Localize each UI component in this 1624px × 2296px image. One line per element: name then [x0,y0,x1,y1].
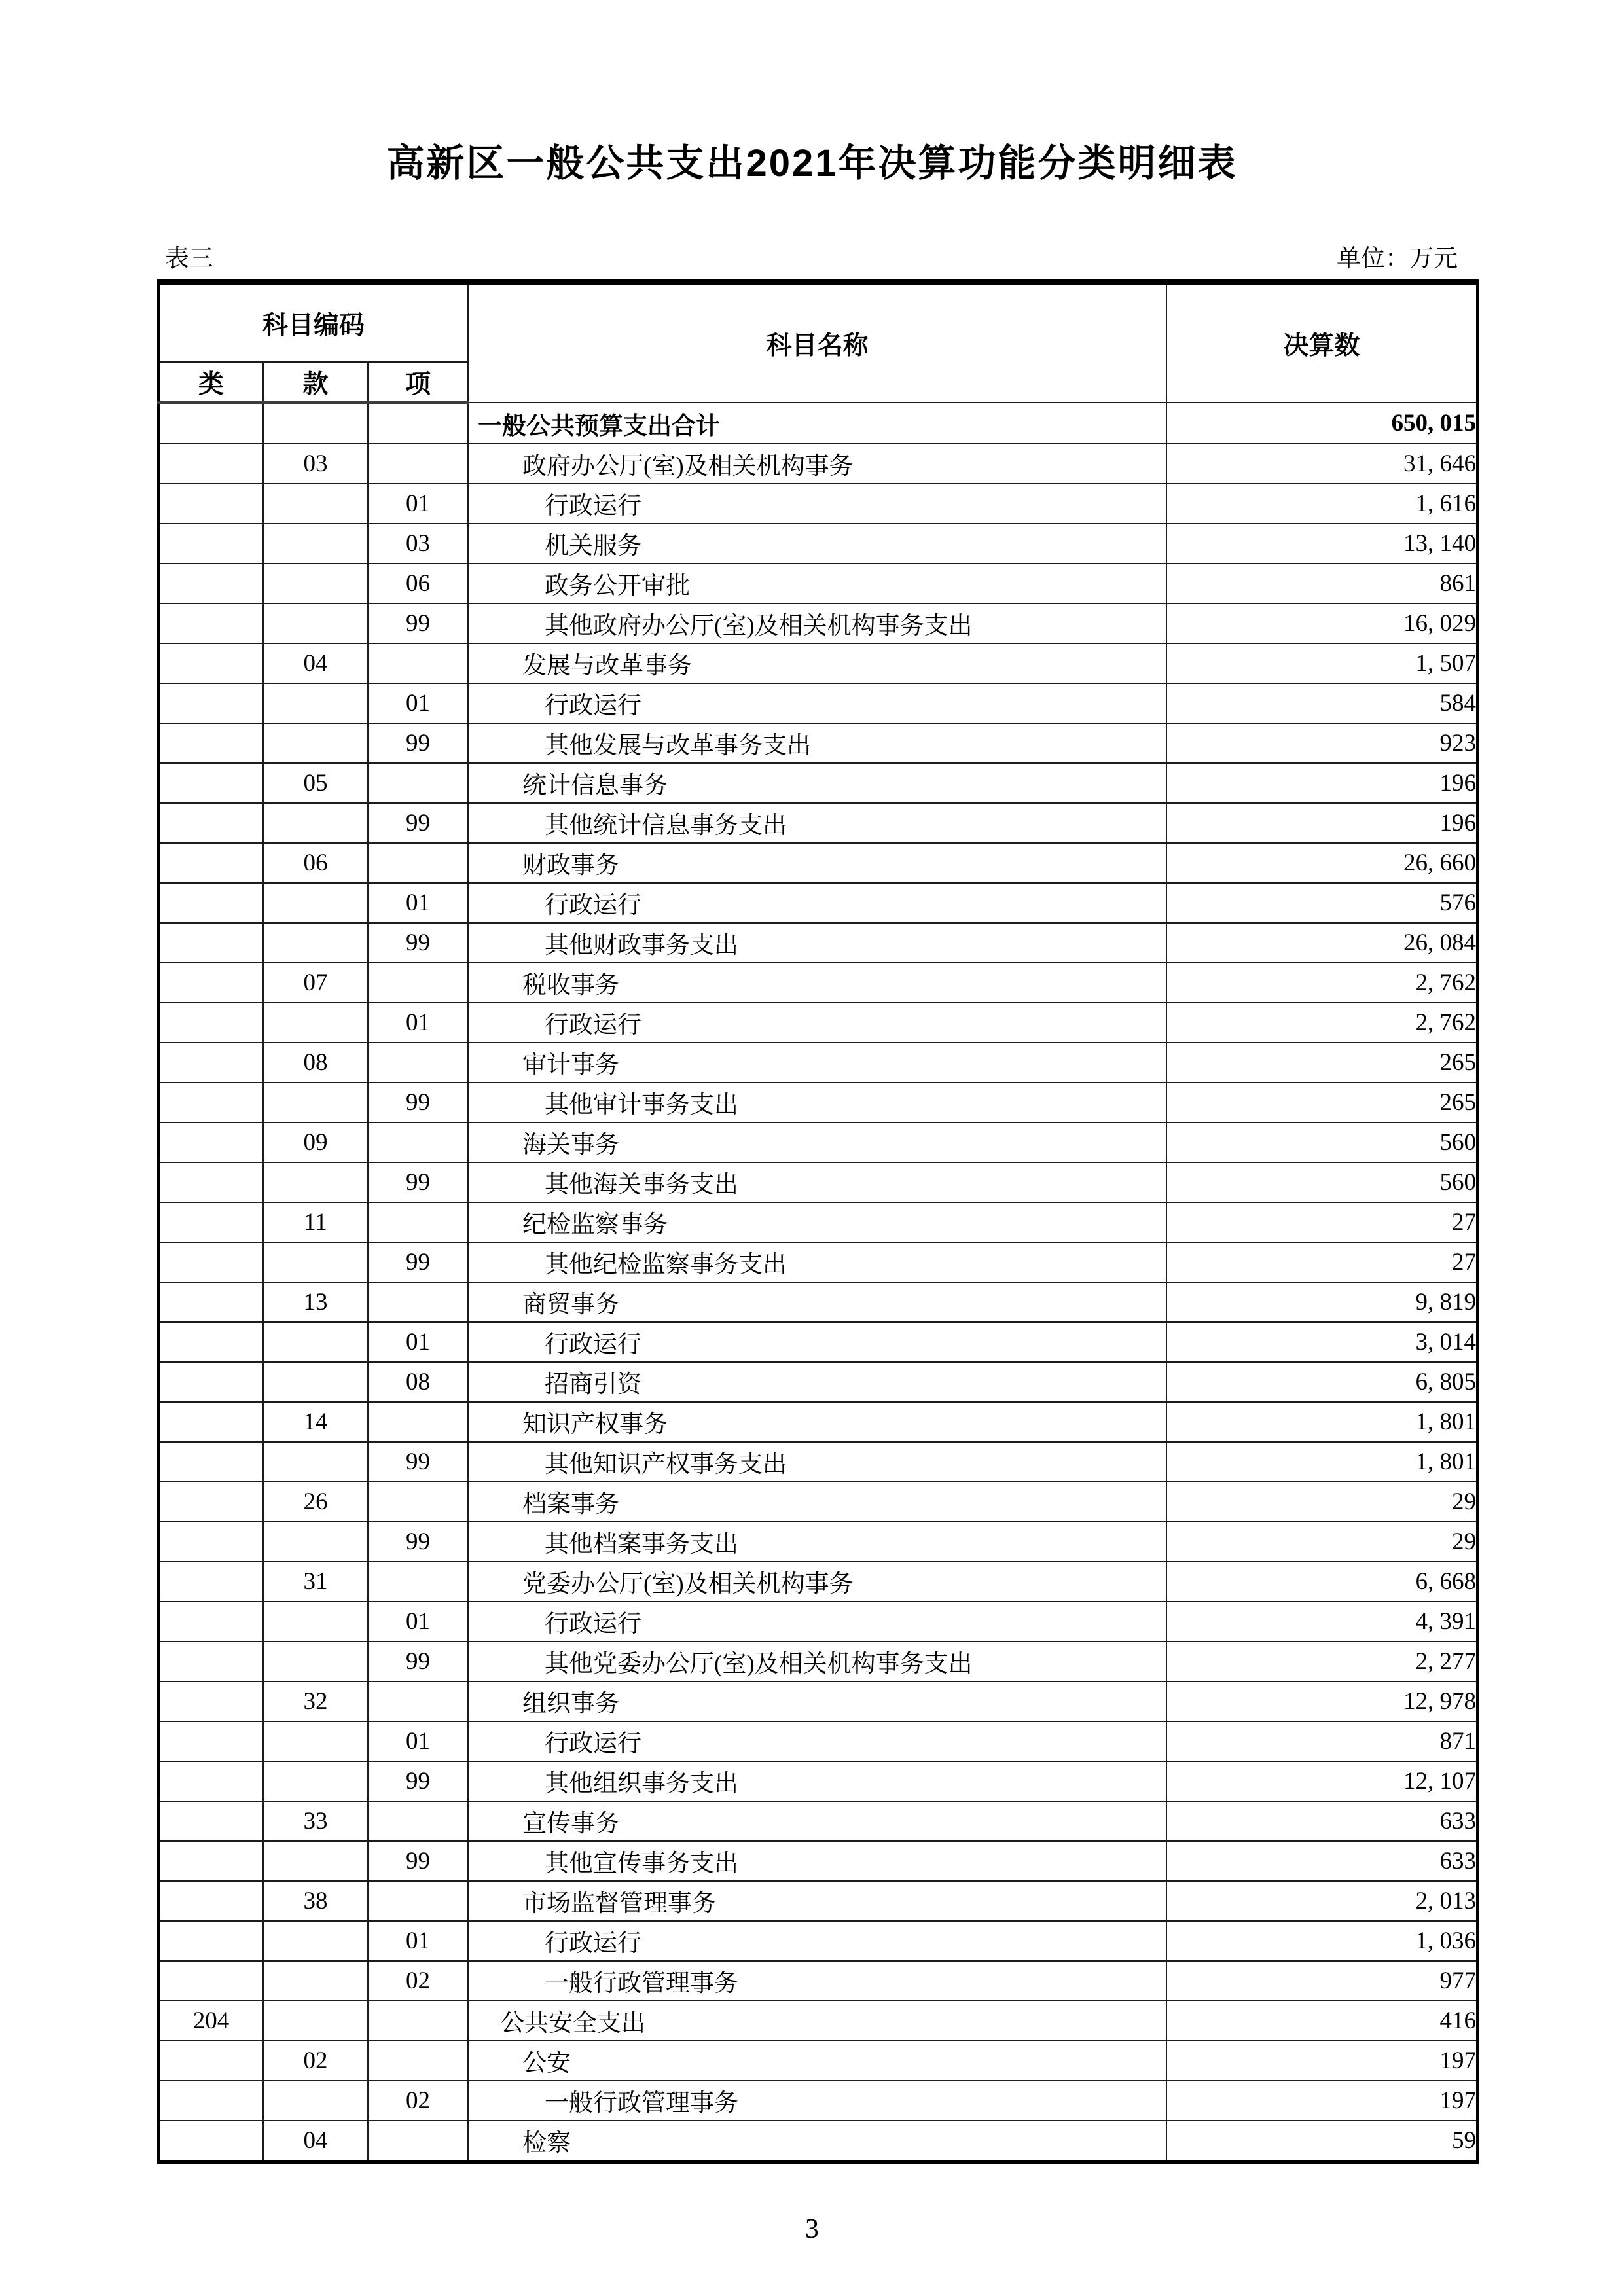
cell-subject-name: 档案事务 [468,1482,1166,1522]
cell-code-section [263,1322,368,1362]
cell-final-amount: 576 [1166,883,1477,923]
cell-code-section [263,524,368,564]
cell-code-section [263,1522,368,1562]
cell-code-section [263,923,368,963]
cell-subject-name: 公共安全支出 [468,2001,1166,2041]
cell-code-class: 204 [158,2001,263,2041]
cell-final-amount: 1, 616 [1166,484,1477,524]
cell-final-amount: 3, 014 [1166,1322,1477,1362]
table-row [158,763,1477,803]
table-row [158,963,1477,1003]
cell-final-amount: 2, 277 [1166,1641,1477,1681]
table-row [158,723,1477,763]
cell-code-class [158,1641,263,1681]
cell-subject-name: 其他财政事务支出 [468,923,1166,963]
table-row [158,1801,1477,1841]
cell-code-class [158,1761,263,1801]
cell-code-class [158,1362,263,1402]
cell-code-item: 01 [368,683,468,723]
cell-final-amount: 197 [1166,2081,1477,2121]
cell-final-amount: 633 [1166,1841,1477,1881]
cell-code-section [263,1961,368,2001]
cell-code-item [368,2041,468,2081]
cell-code-class [158,1003,263,1043]
cell-subject-name: 一般行政管理事务 [468,1961,1166,2001]
cell-code-item [368,444,468,484]
cell-code-section: 13 [263,1282,368,1322]
table-row [158,1562,1477,1602]
cell-code-section: 08 [263,1043,368,1083]
cell-code-item: 02 [368,1961,468,2001]
cell-subject-name: 政府办公厅(室)及相关机构事务 [468,444,1166,484]
cell-subject-name: 发展与改革事务 [468,643,1166,683]
table-row [158,484,1477,524]
table-row [158,843,1477,883]
cell-code-section: 31 [263,1562,368,1602]
cell-final-amount: 861 [1166,564,1477,603]
table-row [158,1761,1477,1801]
cell-subject-name: 一般公共预算支出合计 [468,403,1166,444]
cell-subject-name: 行政运行 [468,484,1166,524]
cell-code-item: 01 [368,1322,468,1362]
cell-code-item: 99 [368,1083,468,1122]
cell-code-section [263,1721,368,1761]
table-row [158,2121,1477,2162]
cell-subject-name: 海关事务 [468,1122,1166,1162]
cell-final-amount: 27 [1166,1202,1477,1242]
cell-subject-name: 组织事务 [468,1681,1166,1721]
cell-code-section [263,2081,368,2121]
cell-subject-name: 其他党委办公厅(室)及相关机构事务支出 [468,1641,1166,1681]
table-row [158,643,1477,683]
cell-final-amount: 13, 140 [1166,524,1477,564]
cell-code-item [368,1043,468,1083]
cell-code-section [263,1362,368,1402]
cell-code-class [158,1801,263,1841]
cell-code-class [158,1841,263,1881]
table-row [158,1322,1477,1362]
cell-final-amount: 16, 029 [1166,603,1477,643]
cell-code-item: 03 [368,524,468,564]
cell-subject-name: 统计信息事务 [468,763,1166,803]
cell-subject-name: 检察 [468,2121,1166,2162]
cell-code-item: 01 [368,1721,468,1761]
table-row [158,2041,1477,2081]
table-row [158,444,1477,484]
cell-final-amount: 2, 762 [1166,963,1477,1003]
cell-code-class [158,2041,263,2081]
table-row [158,1402,1477,1442]
table-header [158,282,1477,403]
cell-code-class [158,1961,263,2001]
cell-subject-name: 行政运行 [468,1721,1166,1761]
cell-final-amount: 27 [1166,1242,1477,1282]
cell-code-class [158,1681,263,1721]
cell-final-amount: 1, 801 [1166,1442,1477,1482]
cell-code-class [158,683,263,723]
cell-final-amount: 1, 801 [1166,1402,1477,1442]
cell-code-section: 11 [263,1202,368,1242]
cell-code-item [368,1482,468,1522]
cell-code-item: 99 [368,923,468,963]
cell-subject-name: 税收事务 [468,963,1166,1003]
cell-final-amount: 12, 107 [1166,1761,1477,1801]
table-row [158,1881,1477,1921]
cell-code-class [158,1522,263,1562]
page-title: 高新区一般公共支出2021年决算功能分类明细表 [386,142,1238,185]
cell-code-section: 04 [263,2121,368,2162]
table-row [158,1242,1477,1282]
header-row-top [158,282,1477,362]
header-final-amount: 决算数 [1166,282,1477,403]
cell-code-item [368,963,468,1003]
cell-subject-name: 机关服务 [468,524,1166,564]
table-row [158,1122,1477,1162]
cell-code-section: 06 [263,843,368,883]
cell-code-item [368,2121,468,2162]
cell-code-section [263,1083,368,1122]
cell-subject-name: 市场监督管理事务 [468,1881,1166,1921]
table-row [158,1083,1477,1122]
cell-final-amount: 584 [1166,683,1477,723]
cell-code-class [158,564,263,603]
cell-code-section: 07 [263,963,368,1003]
cell-code-class [158,1122,263,1162]
cell-code-item: 08 [368,1362,468,1402]
cell-code-section [263,1003,368,1043]
cell-code-class [158,1043,263,1083]
cell-code-class [158,403,263,444]
cell-code-section: 03 [263,444,368,484]
cell-code-class [158,883,263,923]
table-row [158,2001,1477,2041]
cell-code-class [158,1881,263,1921]
cell-code-section [263,1841,368,1881]
cell-final-amount: 560 [1166,1162,1477,1202]
cell-final-amount: 29 [1166,1522,1477,1562]
header-code-class: 类 [158,362,263,403]
cell-code-class [158,1083,263,1122]
cell-final-amount: 12, 978 [1166,1681,1477,1721]
cell-final-amount: 560 [1166,1122,1477,1162]
cell-code-class [158,1602,263,1641]
cell-code-class [158,803,263,843]
cell-code-item [368,1801,468,1841]
cell-code-class [158,763,263,803]
table-label: 表三 [165,245,213,272]
table-row [158,683,1477,723]
page-number: 3 [805,2214,819,2244]
cell-final-amount: 196 [1166,803,1477,843]
cell-final-amount: 4, 391 [1166,1602,1477,1641]
cell-code-item: 99 [368,1242,468,1282]
cell-code-class [158,524,263,564]
cell-code-section [263,1921,368,1961]
cell-code-item: 01 [368,484,468,524]
cell-code-item: 06 [368,564,468,603]
cell-subject-name: 党委办公厅(室)及相关机构事务 [468,1562,1166,1602]
cell-code-section: 33 [263,1801,368,1841]
cell-code-section [263,683,368,723]
cell-final-amount: 977 [1166,1961,1477,2001]
cell-subject-name: 行政运行 [468,683,1166,723]
cell-final-amount: 6, 805 [1166,1362,1477,1402]
cell-code-section [263,1442,368,1482]
cell-final-amount: 197 [1166,2041,1477,2081]
cell-code-section: 38 [263,1881,368,1921]
cell-code-section: 02 [263,2041,368,2081]
cell-code-section [263,883,368,923]
cell-code-item: 01 [368,883,468,923]
table-row [158,1681,1477,1721]
cell-code-item [368,1402,468,1442]
cell-final-amount: 650, 015 [1166,403,1477,444]
cell-code-item: 99 [368,1522,468,1562]
cell-code-section [263,2001,368,2041]
cell-subject-name: 其他宣传事务支出 [468,1841,1166,1881]
cell-code-class [158,723,263,763]
table-row [158,603,1477,643]
cell-final-amount: 26, 084 [1166,923,1477,963]
cell-code-section: 04 [263,643,368,683]
table-row [158,1362,1477,1402]
cell-final-amount: 1, 507 [1166,643,1477,683]
cell-code-class [158,643,263,683]
cell-subject-name: 其他纪检监察事务支出 [468,1242,1166,1282]
table-row [158,1641,1477,1681]
table-row [158,1602,1477,1641]
cell-code-class [158,1402,263,1442]
cell-code-class [158,1562,263,1602]
cell-code-item: 99 [368,1641,468,1681]
cell-code-item [368,403,468,444]
cell-code-item [368,1282,468,1322]
cell-final-amount: 416 [1166,2001,1477,2041]
cell-final-amount: 2, 762 [1166,1003,1477,1043]
cell-code-item: 01 [368,1003,468,1043]
table-row [158,923,1477,963]
cell-final-amount: 26, 660 [1166,843,1477,883]
cell-subject-name: 行政运行 [468,1322,1166,1362]
header-code-item: 项 [368,362,468,403]
cell-code-item: 99 [368,1841,468,1881]
cell-final-amount: 265 [1166,1043,1477,1083]
table-row [158,883,1477,923]
cell-subject-name: 其他审计事务支出 [468,1083,1166,1122]
cell-code-section [263,1242,368,1282]
table-row [158,1442,1477,1482]
header-code-section: 款 [263,362,368,403]
cell-subject-name: 其他组织事务支出 [468,1761,1166,1801]
unit-label: 单位：万元 [1337,245,1458,272]
cell-subject-name: 宣传事务 [468,1801,1166,1841]
cell-subject-name: 一般行政管理事务 [468,2081,1166,2121]
cell-code-item: 99 [368,1442,468,1482]
cell-code-class [158,484,263,524]
table-row [158,1162,1477,1202]
header-subject-name: 科目名称 [468,282,1166,403]
table-body [158,403,1477,2162]
cell-code-class [158,1322,263,1362]
cell-subject-name: 公安 [468,2041,1166,2081]
cell-subject-name: 政务公开审批 [468,564,1166,603]
cell-code-section: 32 [263,1681,368,1721]
cell-code-section [263,1602,368,1641]
cell-code-section: 05 [263,763,368,803]
cell-code-section: 26 [263,1482,368,1522]
cell-code-class [158,2081,263,2121]
cell-code-class [158,923,263,963]
cell-final-amount: 633 [1166,1801,1477,1841]
cell-code-class [158,444,263,484]
cell-subject-name: 行政运行 [468,883,1166,923]
cell-subject-name: 其他海关事务支出 [468,1162,1166,1202]
cell-code-item: 02 [368,2081,468,2121]
table-row [158,403,1477,444]
cell-code-class [158,1282,263,1322]
cell-code-item [368,643,468,683]
cell-code-item [368,1681,468,1721]
cell-code-item: 99 [368,1761,468,1801]
cell-code-section [263,803,368,843]
cell-final-amount: 31, 646 [1166,444,1477,484]
cell-final-amount: 2, 013 [1166,1881,1477,1921]
cell-code-section [263,403,368,444]
cell-code-item [368,2001,468,2041]
cell-code-section [263,1641,368,1681]
table-row [158,1961,1477,2001]
cell-code-section [263,1162,368,1202]
cell-subject-name: 其他政府办公厅(室)及相关机构事务支出 [468,603,1166,643]
cell-final-amount: 1, 036 [1166,1921,1477,1961]
cell-subject-name: 行政运行 [468,1003,1166,1043]
cell-code-item: 99 [368,723,468,763]
cell-subject-name: 财政事务 [468,843,1166,883]
cell-code-section [263,723,368,763]
cell-code-item: 99 [368,1162,468,1202]
cell-code-item [368,1881,468,1921]
header-subject-code: 科目编码 [158,282,468,362]
table-row [158,1721,1477,1761]
cell-code-class [158,963,263,1003]
cell-final-amount: 9, 819 [1166,1282,1477,1322]
cell-code-item [368,843,468,883]
table-row [158,1003,1477,1043]
cell-code-section: 14 [263,1402,368,1442]
cell-code-class [158,843,263,883]
cell-code-class [158,1442,263,1482]
cell-code-class [158,1721,263,1761]
table-row [158,1522,1477,1562]
cell-subject-name: 招商引资 [468,1362,1166,1402]
cell-code-item [368,1562,468,1602]
cell-code-section [263,1761,368,1801]
cell-code-class [158,603,263,643]
cell-code-section [263,564,368,603]
table-row [158,2081,1477,2121]
cell-final-amount: 196 [1166,763,1477,803]
cell-code-item [368,1122,468,1162]
cell-code-section [263,603,368,643]
cell-code-section [263,484,368,524]
cell-subject-name: 其他发展与改革事务支出 [468,723,1166,763]
cell-subject-name: 商贸事务 [468,1282,1166,1322]
cell-code-item: 99 [368,603,468,643]
cell-subject-name: 纪检监察事务 [468,1202,1166,1242]
cell-code-class [158,1482,263,1522]
cell-code-class [158,1162,263,1202]
cell-subject-name: 其他档案事务支出 [468,1522,1166,1562]
cell-subject-name: 其他统计信息事务支出 [468,803,1166,843]
table-row [158,524,1477,564]
cell-code-class [158,1202,263,1242]
table-meta [165,244,1458,274]
cell-final-amount: 265 [1166,1083,1477,1122]
cell-code-class [158,1242,263,1282]
cell-code-class [158,2121,263,2162]
table-row [158,564,1477,603]
table-row [158,1202,1477,1242]
table-row [158,1043,1477,1083]
cell-subject-name: 行政运行 [468,1921,1166,1961]
cell-subject-name: 审计事务 [468,1043,1166,1083]
cell-code-item: 01 [368,1921,468,1961]
table-row [158,1841,1477,1881]
cell-final-amount: 6, 668 [1166,1562,1477,1602]
budget-table [157,279,1479,2164]
cell-final-amount: 59 [1166,2121,1477,2162]
table-row [158,1482,1477,1522]
cell-code-section: 09 [263,1122,368,1162]
cell-final-amount: 871 [1166,1721,1477,1761]
cell-final-amount: 29 [1166,1482,1477,1522]
cell-final-amount: 923 [1166,723,1477,763]
cell-code-item [368,1202,468,1242]
cell-subject-name: 行政运行 [468,1602,1166,1641]
cell-code-item: 01 [368,1602,468,1641]
table-row [158,803,1477,843]
cell-subject-name: 知识产权事务 [468,1402,1166,1442]
cell-code-item: 99 [368,803,468,843]
cell-subject-name: 其他知识产权事务支出 [468,1442,1166,1482]
table-row [158,1921,1477,1961]
cell-code-item [368,763,468,803]
cell-code-class [158,1921,263,1961]
table-row [158,1282,1477,1322]
